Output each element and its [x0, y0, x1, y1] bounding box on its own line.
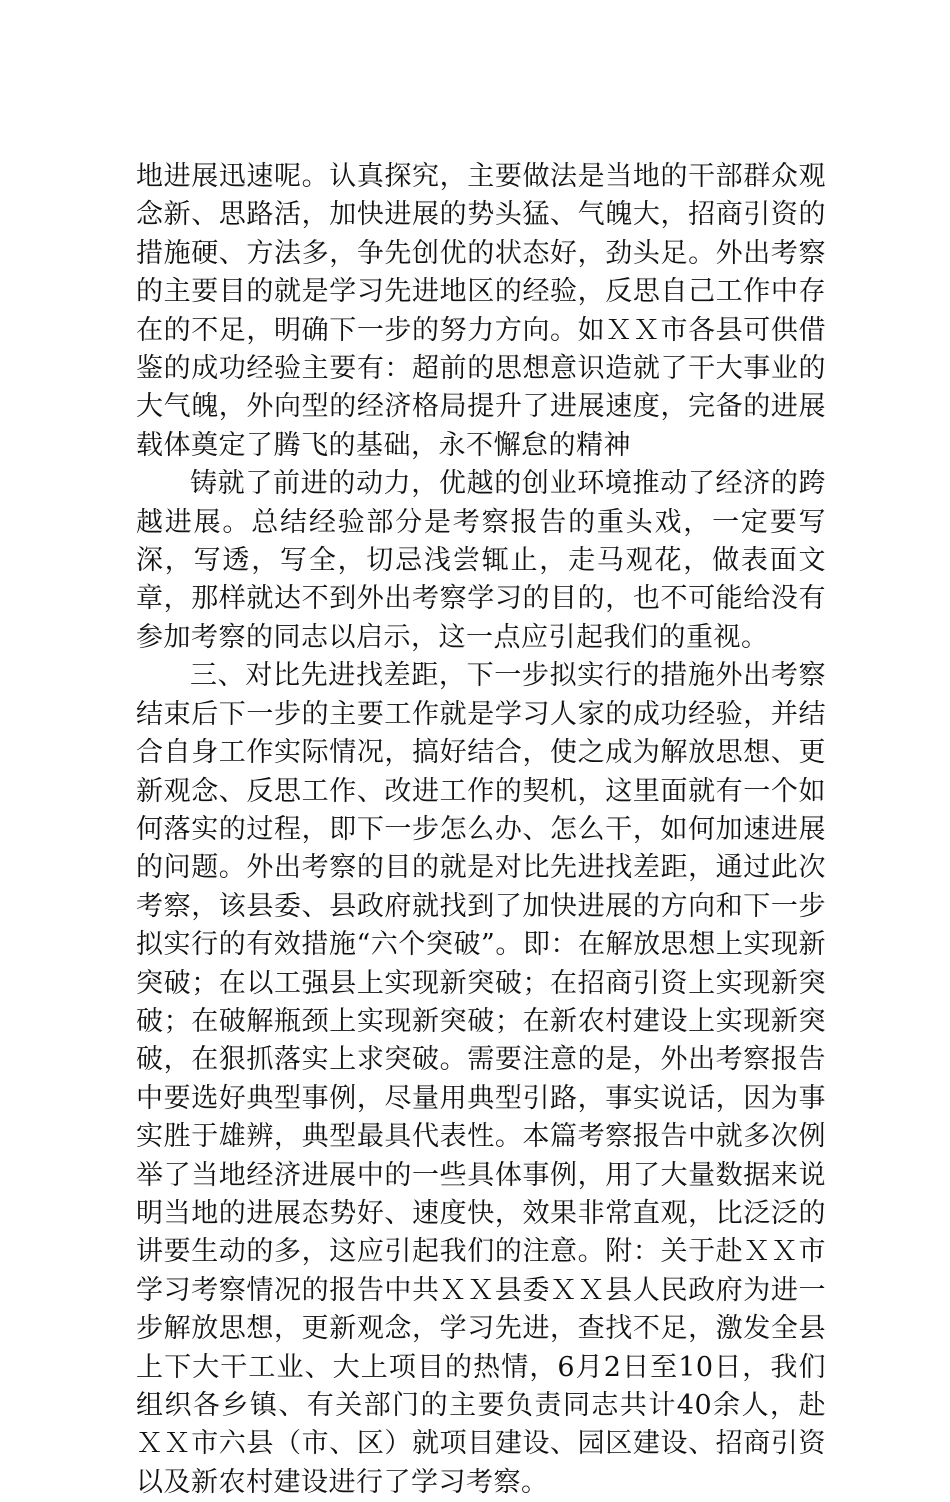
paragraph-3: 三、对比先进找差距，下一步拟实行的措施外出考察结束后下一步的主要工作就是学习人家的成功经验，并结合自身工作实际情况，搞好结合，使之成为解放思想、更新观念、反思工作、改进工作的契机，这里面就有一个如何落实的过程，即下一步怎么办、怎么干，如何加速进展的问题。外出考察的目的就是对比先进找差距，通过此次考察，该县委、县政府就找到了加快进展的方向和下一步拟实行的有效措施“六个突破”。即：在解放思想上实现新突破；在以工强县上实现新突破；在招商引资上实现新突破；在破解瓶颈上实现新突破；在新农村建设上实现新突破，在狠抓落实上求突破。需要注意的是，外出考察报告中要选好典型事例，尽量用典型引路，事实说话，因为事实胜于雄辨，典型最具代表性。本篇考察报告中就多次例举了当地经济进展中的一些具体事例，用了大量数据来说明当地的进展态势好、速度快，效果非常直观，比泛泛的讲要生动的多，这应引起我们的注意。附：关于赴ＸＸ市学习考察情况的报告中共ＸＸ县委ＸＸ县人民政府为进一步解放思想，更新观念，学习先进，查找不足，激发全县上下大干工业、大上项目的热情，6月2日至10日，我们组织各乡镇、有关部门的主要负责同志共计40余人，赴ＸＸ市六县（市、区）就项目建设、园区建设、招商引资以及新农村建设进行了学习考察。: [136, 660, 826, 1498]
document-body: [136, 158, 826, 1502]
paragraph-1: 地进展迅速呢。认真探究，主要做法是当地的干部群众观念新、思路活，加快进展的势头猛、气魄大，招商引资的措施硬、方法多，争先创优的状态好，劲头足。外出考察的主要目的就是学习先进地区的经验，反思自己工作中存在的不足，明确下一步的努力方向。如ＸＸ市各县可供借鉴的成功经验主要有：超前的思想意识造就了干大事业的大气魄，外向型的经济格局提升了进展速度，完备的进展载体奠定了腾飞的基础，永不懈怠的精神: [136, 161, 826, 461]
paragraph-2: 铸就了前进的动力，优越的创业环境推动了经济的跨越进展。总结经验部分是考察报告的重头戏，一定要写深，写透，写全，切忌浅尝辄止，走马观花，做表面文章，那样就达不到外出考察学习的目的，也不可能给没有参加考察的同志以启示，这一点应引起我们的重视。: [136, 468, 826, 653]
